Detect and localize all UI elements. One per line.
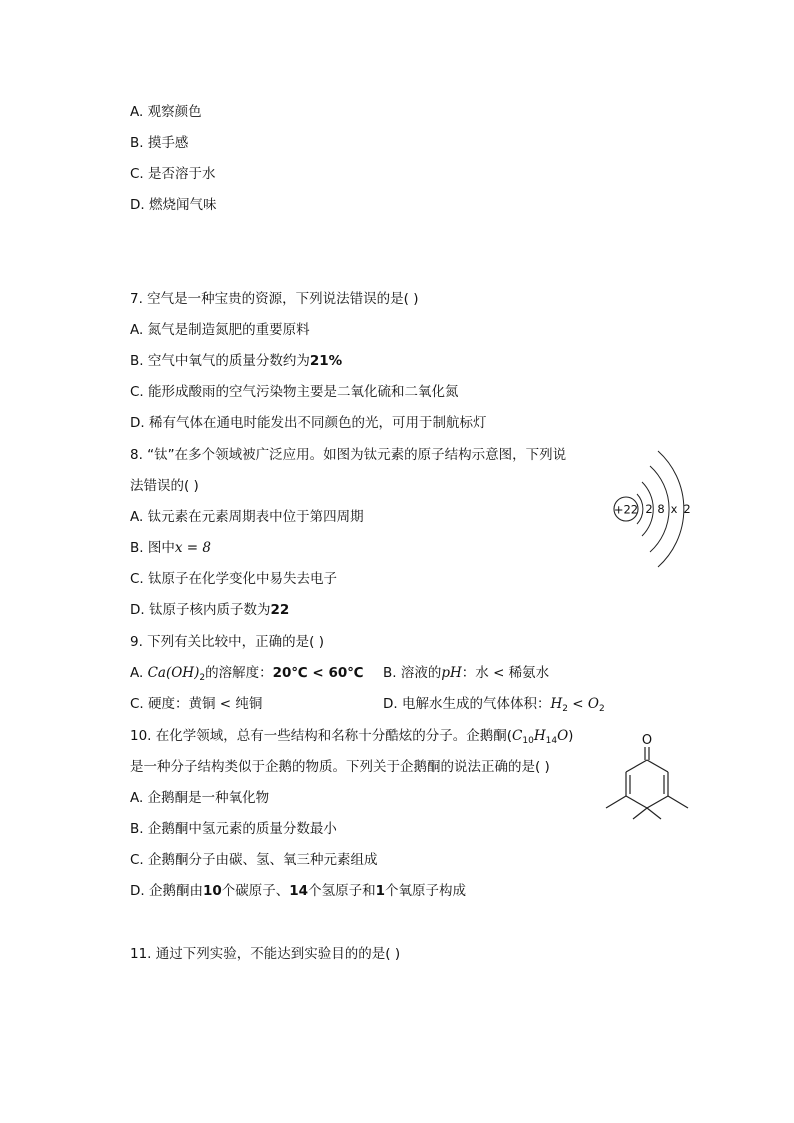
q9-option-a-compare: 20℃ < 60℃ xyxy=(272,665,364,681)
q9-option-d-h: H xyxy=(550,696,563,712)
q7-option-a: A. 氮气是制造氮肥的重要原料 xyxy=(130,322,310,338)
shell-1-electrons: 2 xyxy=(645,502,653,516)
q8-option-d xyxy=(130,601,289,619)
q7-option-b xyxy=(130,352,342,370)
q9-option-b xyxy=(383,664,549,682)
q9-option-a-prefix: A. xyxy=(130,665,148,681)
q7-option-b-text: B. 空气中氧气的质量分数约为 xyxy=(130,353,310,369)
oxygen-label: O xyxy=(641,733,653,748)
nucleus-label: +22 xyxy=(613,502,639,517)
shell-3-electrons: x xyxy=(670,502,678,516)
q9-option-c: C. 硬度：黄铜 < 纯铜 xyxy=(130,696,263,712)
molecule-bonds xyxy=(606,747,688,819)
q7-stem: 7. 空气是一种宝贵的资源，下列说法错误的是( ) xyxy=(130,291,419,307)
q7-option-b-value: 21% xyxy=(309,353,343,369)
q10-stem-line1 xyxy=(130,727,573,750)
shell-2-electrons: 8 xyxy=(657,502,665,516)
q7-option-c: C. 能形成酸雨的空气污染物主要是二氧化硫和二氧化氮 xyxy=(130,384,459,400)
q9-option-d-prefix: D. 电解水生成的气体体积： xyxy=(383,696,551,712)
q10-stem-line1-text: 10. 在化学领域，总有一些结构和名称十分酷炫的分子。企鹅酮( xyxy=(130,728,513,744)
q8-option-b-math: x = 8 xyxy=(174,540,211,556)
q10-option-a: A. 企鹅酮是一种氧化物 xyxy=(130,790,270,806)
q10-formula-h-sub: 14 xyxy=(545,736,558,746)
q10-formula-o: O xyxy=(557,728,569,744)
q10-formula-h: H xyxy=(533,728,546,744)
q6-option-d: D. 燃烧闻气味 xyxy=(130,197,217,213)
q6-option-a: A. 观察颜色 xyxy=(130,104,202,120)
titanium-atom-diagram xyxy=(606,448,706,573)
q10-option-d-text4: 个氧原子构成 xyxy=(384,883,466,899)
q8-option-c: C. 钛原子在化学变化中易失去电子 xyxy=(130,571,338,587)
q8-option-d-text: D. 钛原子核内质子数为 xyxy=(130,602,271,618)
q6-option-c: C. 是否溶于水 xyxy=(130,166,216,182)
penguinone-structure xyxy=(600,728,700,822)
q9-option-a-formula: Ca(OH) xyxy=(147,665,200,681)
q9-option-d-h-sub: 2 xyxy=(562,704,568,714)
q9-option-a-sub: 2 xyxy=(199,673,206,683)
q9-option-d-lt: < xyxy=(568,696,588,712)
q8-stem-line2: 法错误的( ) xyxy=(130,478,199,494)
q10-stem-line2: 是一种分子结构类似于企鹅的物质。下列关于企鹅酮的说法正确的是( ) xyxy=(130,759,550,775)
q10-formula-close: ) xyxy=(568,728,574,744)
q10-option-d xyxy=(130,882,466,900)
q10-option-d-n1: 10 xyxy=(202,883,222,899)
q9-stem: 9. 下列有关比较中，正确的是( ) xyxy=(130,634,324,650)
q8-option-d-value: 22 xyxy=(270,602,290,618)
q9-option-a xyxy=(130,664,364,687)
q9-option-d-o-sub: 2 xyxy=(598,704,605,714)
q10-option-d-text1: D. 企鹅酮由 xyxy=(130,883,203,899)
q9-option-b-prefix: B. 溶液的 xyxy=(383,665,442,681)
q10-formula-c: C xyxy=(512,728,523,744)
q10-formula-c-sub: 10 xyxy=(522,736,534,746)
shell-4-electrons: 2 xyxy=(683,502,691,516)
q10-option-b: B. 企鹅酮中氢元素的质量分数最小 xyxy=(130,821,337,837)
q8-option-a: A. 钛元素在元素周期表中位于第四周期 xyxy=(130,509,364,525)
q9-option-b-math: pH xyxy=(441,665,462,681)
q9-option-d-o: O xyxy=(587,696,599,712)
q9-option-b-rest: ：水 < 稀氨水 xyxy=(461,665,550,681)
q8-stem-line1: 8. “钛”在多个领域被广泛应用。如图为钛元素的原子结构示意图，下列说 xyxy=(130,447,567,463)
q10-option-d-text3: 个氢原子和 xyxy=(308,883,376,899)
q10-option-c: C. 企鹅酮分子由碳、氢、氧三种元素组成 xyxy=(130,852,378,868)
q10-option-d-n3: 1 xyxy=(375,883,385,899)
q10-option-d-n2: 14 xyxy=(289,883,309,899)
q9-option-a-rest: 的溶解度： xyxy=(205,665,273,681)
q10-option-d-text2: 个碳原子、 xyxy=(221,883,290,899)
q9-option-d xyxy=(383,695,605,718)
q8-option-b xyxy=(130,539,211,557)
q6-option-b: B. 摸手感 xyxy=(130,135,189,151)
q8-option-b-text: B. 图中 xyxy=(130,540,175,556)
q11-stem: 11. 通过下列实验，不能达到实验目的的是( ) xyxy=(130,946,401,962)
q7-option-d: D. 稀有气体在通电时能发出不同颜色的光，可用于制航标灯 xyxy=(130,415,487,431)
